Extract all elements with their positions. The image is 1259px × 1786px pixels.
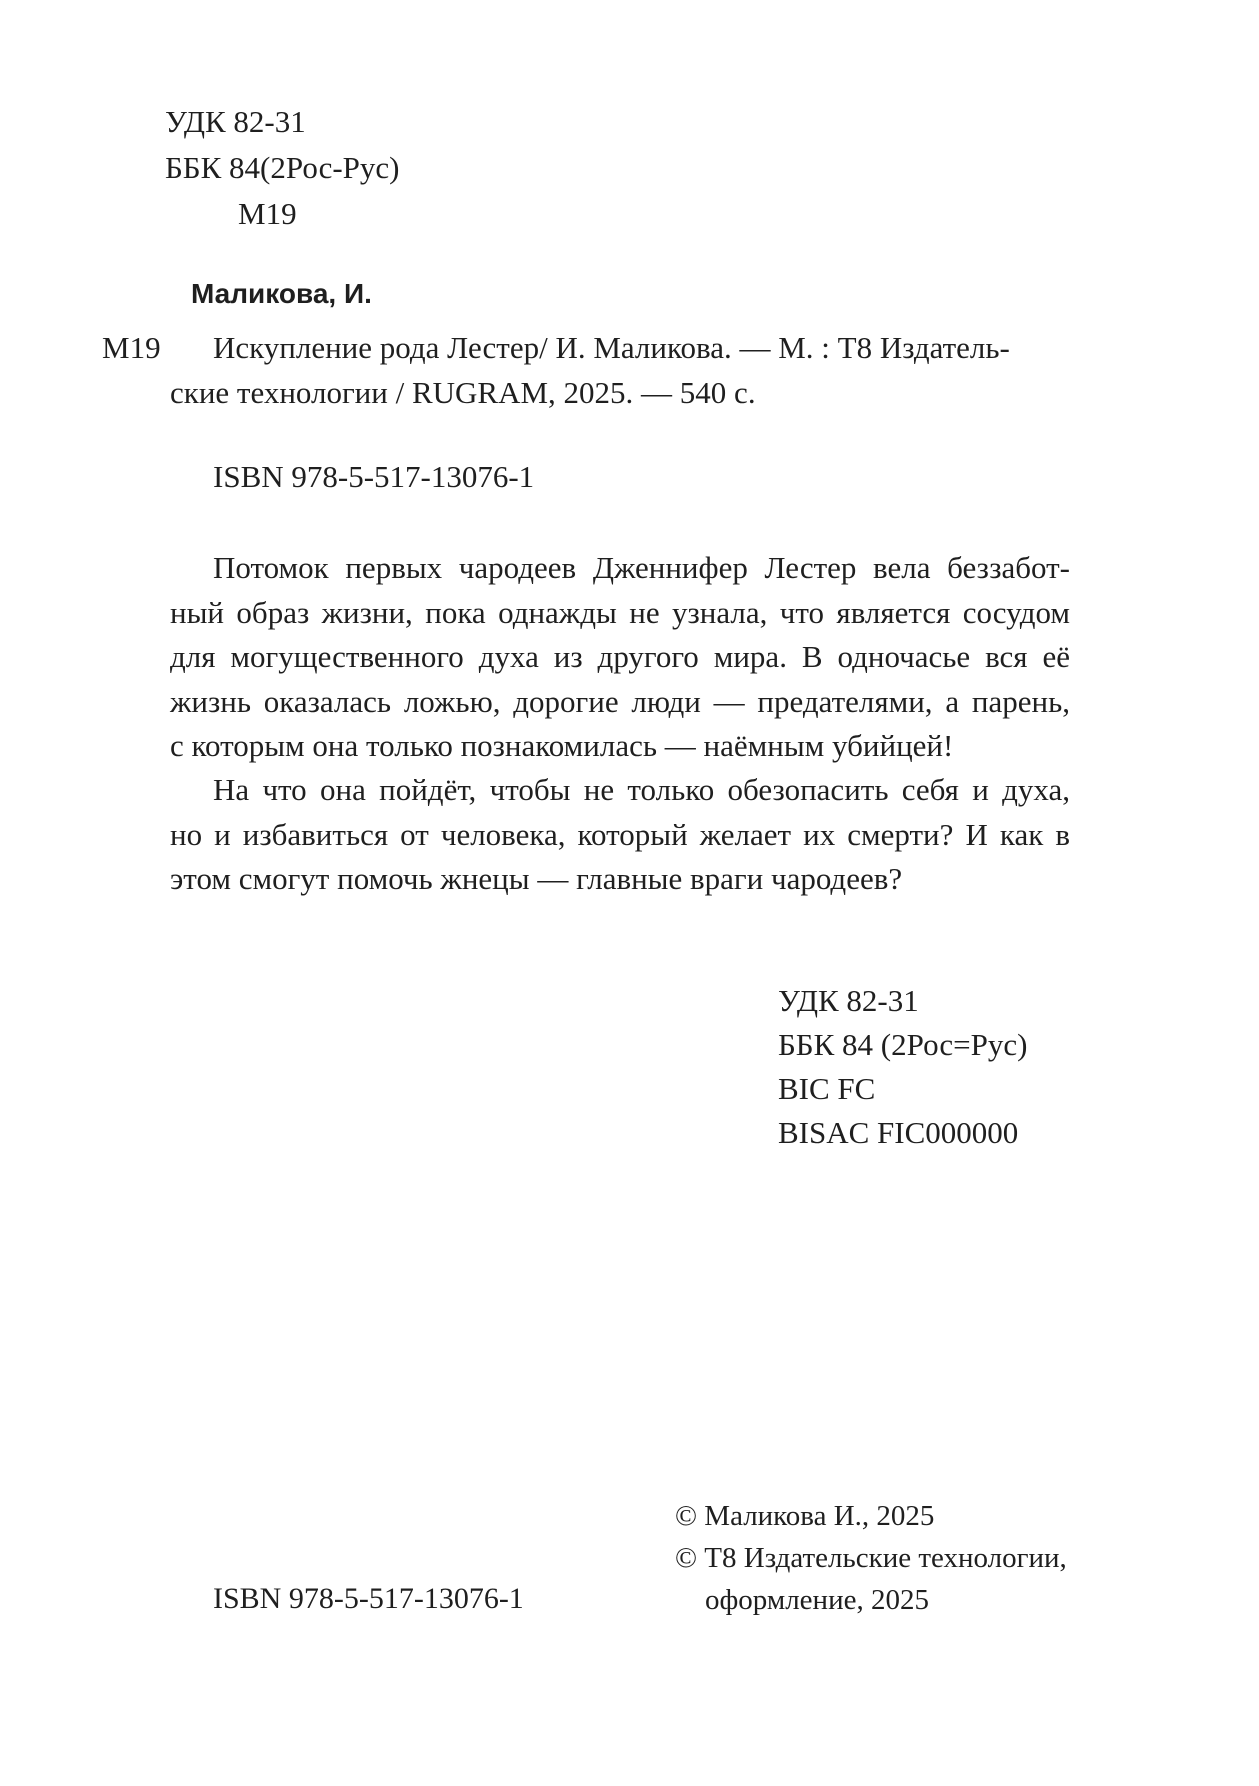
annotation-line: с которым она только познакомилась — наёмным убийцей! bbox=[170, 728, 954, 763]
annotation-line: но и избавиться от человека, который желает их смерти? И как в bbox=[170, 816, 1070, 852]
right-bbk-code: ББК 84 (2Рос=Рус) bbox=[778, 1027, 1028, 1062]
copyright-author: © Маликова И., 2025 bbox=[675, 1500, 935, 1532]
classification-codes-block bbox=[778, 979, 1027, 1155]
annotation-line: Потомок первых чародеев Дженнифер Лестер вела беззабот- bbox=[213, 550, 1070, 585]
top-udk-code: УДК 82-31 bbox=[165, 104, 306, 139]
bibliographic-title-line-2: ские технологии / RUGRAM, 2025. — 540 с. bbox=[170, 375, 756, 410]
annotation-line: На что она пойдёт, чтобы не только обезопасить себя и духа, bbox=[213, 772, 1070, 807]
bisac-code: BISAC FIC000000 bbox=[778, 1115, 1019, 1150]
bibliographic-title-line-1: Искупление рода Лестер/ И. Маликова. — М. : Т8 Издатель- bbox=[213, 330, 1010, 365]
right-udk-code: УДК 82-31 bbox=[778, 983, 919, 1018]
copyright-design: оформление, 2025 bbox=[705, 1584, 929, 1616]
top-author-mark: М19 bbox=[238, 196, 297, 231]
author-heading: Маликова, И. bbox=[191, 278, 372, 309]
side-author-mark: М19 bbox=[102, 330, 161, 365]
isbn-bottom: ISBN 978-5-517-13076-1 bbox=[213, 1582, 524, 1615]
annotation-line: для могущественного духа из другого мира. В одночасье вся её bbox=[170, 639, 1070, 674]
isbn-top: ISBN 978-5-517-13076-1 bbox=[213, 459, 535, 494]
annotation-paragraph-1 bbox=[170, 546, 1070, 769]
annotation-line: жизнь оказалась ложью, дорогие люди — предателями, а парень, bbox=[170, 683, 1070, 719]
copyright-publisher: © Т8 Издательские технологии, bbox=[675, 1542, 1067, 1574]
copyright-block bbox=[675, 1495, 1067, 1621]
bic-code: BIC FC bbox=[778, 1071, 876, 1106]
annotation-line: ный образ жизни, пока однажды не узнала, что является сосудом bbox=[170, 594, 1070, 630]
annotation-paragraph-2 bbox=[170, 768, 1070, 902]
top-bbk-code: ББК 84(2Рос-Рус) bbox=[165, 150, 400, 185]
annotation-line: этом смогут помочь жнецы — главные враги чародеев? bbox=[170, 861, 903, 896]
